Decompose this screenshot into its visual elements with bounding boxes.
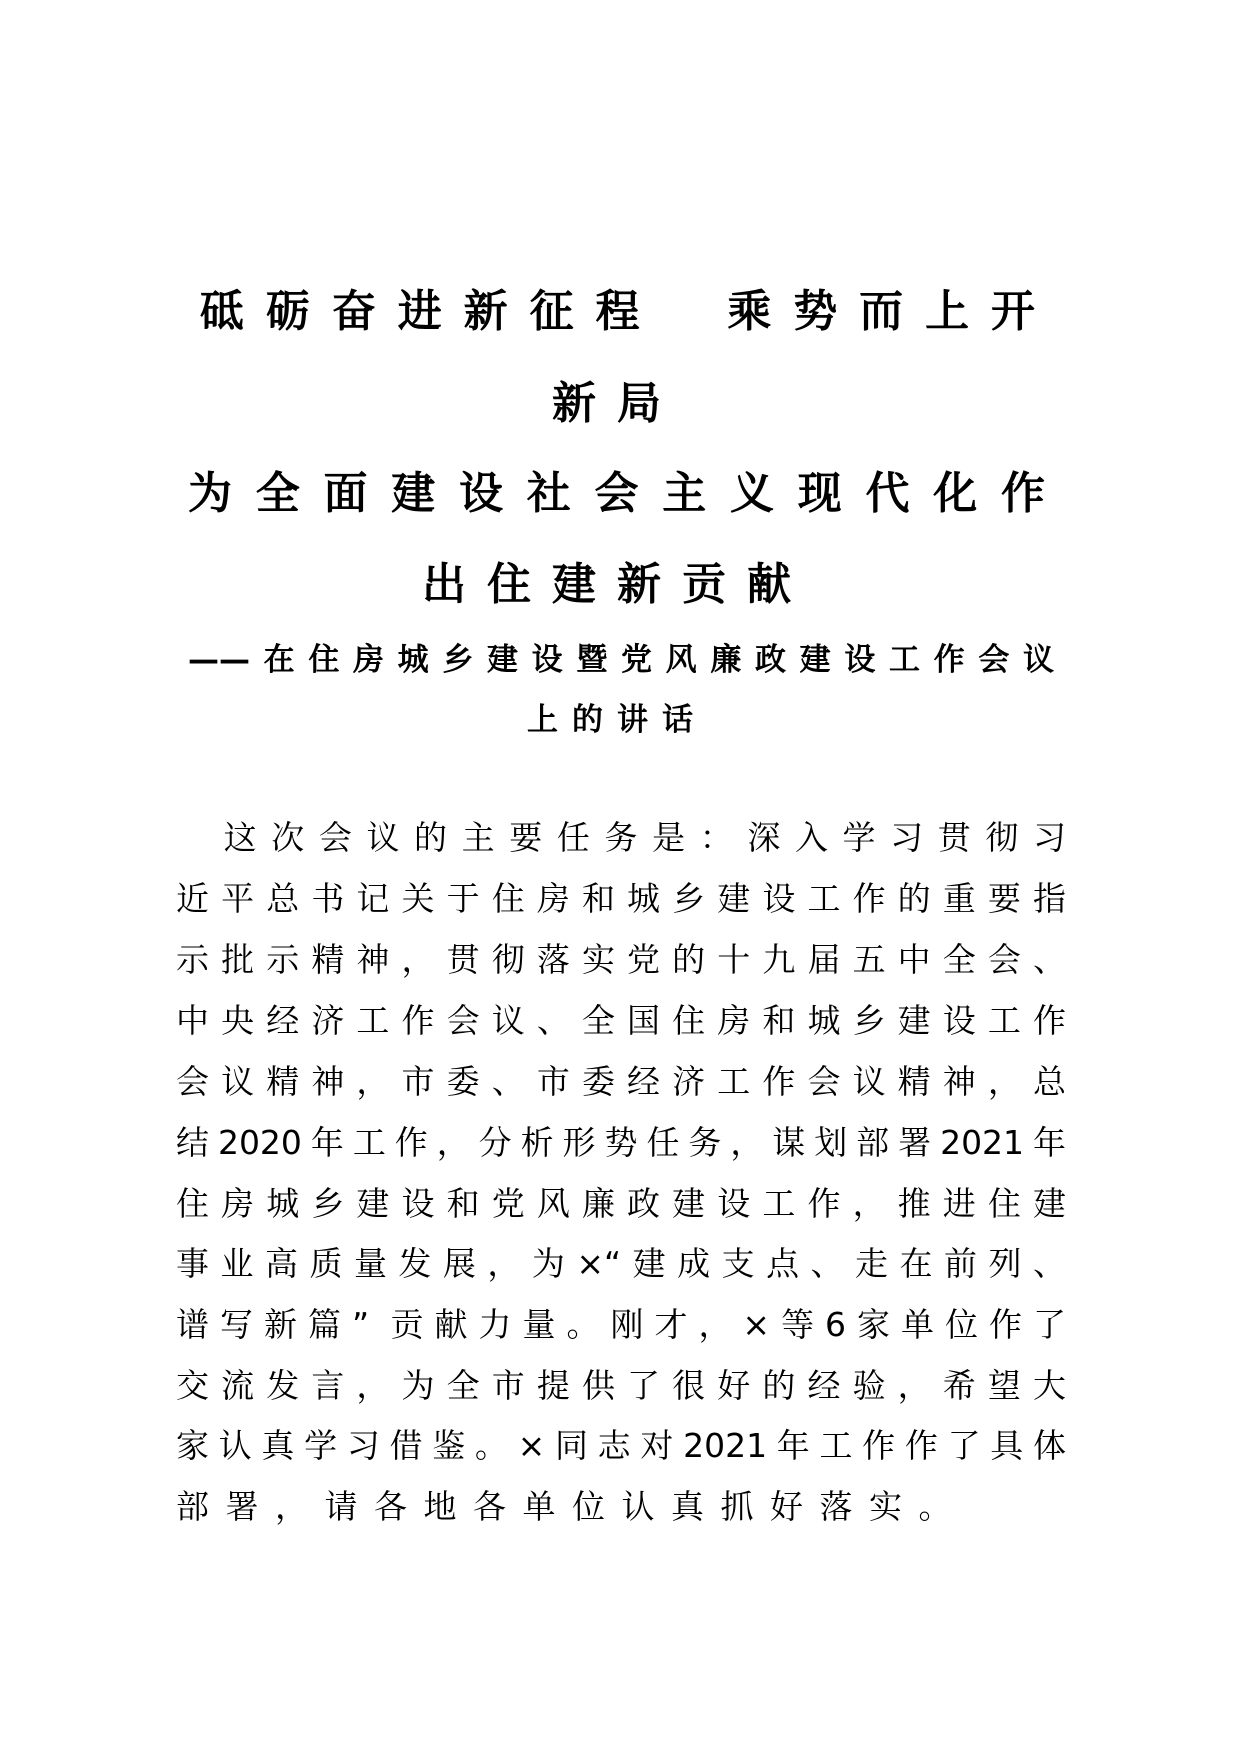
subtitle-line-1: ——在住房城乡建设暨党风廉政建设工作会议 [188, 642, 1054, 678]
body-line: 会议精神，市委、市委经济工作会议精神，总 [176, 1062, 1066, 1101]
body-line: 家认真学习借鉴。×同志对2021年工作作了具体 [176, 1426, 1066, 1465]
body-line: 结2020年工作，分析形势任务，谋划部署2021年 [176, 1123, 1066, 1162]
body-line: 交流发言，为全市提供了很好的经验，希望大 [176, 1366, 1066, 1405]
body-line: 事业高质量发展，为×“建成支点、走在前列、 [176, 1244, 1066, 1283]
title-line-2: 新局 [552, 378, 682, 429]
title-line-3: 为全面建设社会主义现代化作 [188, 468, 1045, 519]
title-line-1: 砥砺奋进新征程 乘势而上开 [200, 286, 1035, 337]
body-line: 住房城乡建设和党风廉政建设工作，推进住建 [176, 1184, 1066, 1223]
body-line: 近平总书记关于住房和城乡建设工作的重要指 [176, 879, 1066, 918]
title-line-4: 出住建新贡献 [422, 559, 812, 610]
body-line: 这次会议的主要任务是：深入学习贯彻习 [176, 818, 1066, 857]
body-line: 示批示精神，贯彻落实党的十九届五中全会、 [176, 940, 1066, 979]
body-line: 中央经济工作会议、全国住房和城乡建设工作 [176, 1001, 1066, 1040]
subtitle-line-2: 上的讲话 [527, 702, 707, 738]
body-line: 部署，请各地各单位认真抓好落实。 [176, 1487, 968, 1526]
body-line: 谱写新篇” 贡献力量。刚才，×等6家单位作了 [176, 1305, 1066, 1344]
